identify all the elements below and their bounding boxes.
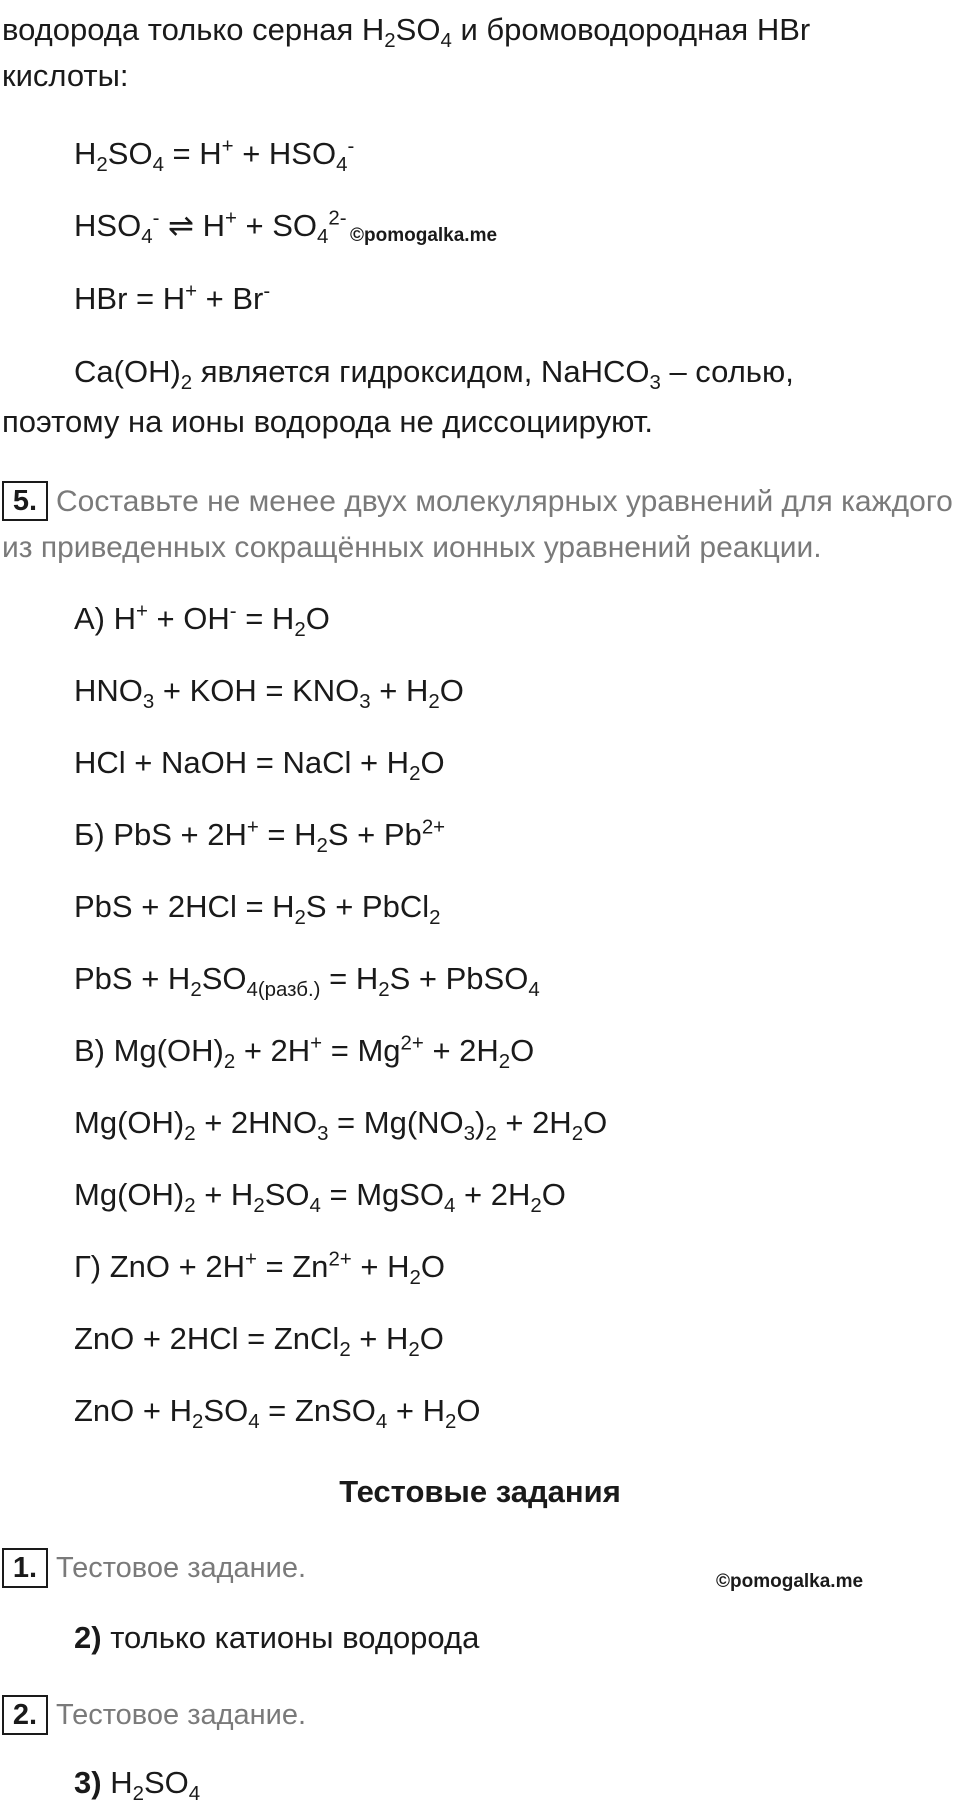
equation-hbr-dissociation: HBr = H+ + Br-: [74, 279, 271, 316]
equation-g-molecular-1: ZnO + 2HCl = ZnCl$_2$ + $H_2O$: [74, 1321, 444, 1362]
test-1-label: Тестовое задание.: [56, 1552, 307, 1584]
equation-h2so4-dissociation: $H_2SO_4 = H^+ + HSO_4^-$: [74, 134, 355, 177]
note-line-1: $Ca(OH)_2$ является гидроксидом, NaHCO$_3$ – солью,: [74, 354, 794, 395]
test-1-answer: 2) только катионы водорода: [74, 1620, 480, 1655]
note-line-2: поэтому на ионы водорода не диссоциируют.: [2, 404, 654, 439]
equation-g-molecular-2: ZnO + $H_2SO_4$ = ZnSO$_4$ + $H_2O$: [74, 1393, 481, 1434]
equation-b-molecular-2: PbS + $H_2SO_{4(разб.)} = H_2S$ + PbSO$_4$: [74, 961, 540, 1002]
equation-a-ionic: А) $H^+ + OH^- = H_2O$: [74, 599, 330, 642]
tests-heading: Тестовые задания: [339, 1474, 621, 1509]
equation-b-ionic: Б) PbS + $2H^+ = H_2S + Pb^{2+}$: [74, 815, 446, 858]
test-2-label: Тестовое задание.: [56, 1699, 307, 1731]
equation-b-molecular-1: PbS + $2HCl = H_2S$ + PbCl$_2$: [74, 889, 441, 930]
task-5-text-line-2: из приведенных сокращённых ионных уравнений реакции.: [2, 531, 822, 564]
test-2-answer: 3) $H_2SO_4$: [74, 1765, 201, 1805]
test-1-number: 1.: [2, 1548, 48, 1588]
equation-v-ionic: В) $Mg(OH)_2 + 2H^+ = Mg^{2+} + 2H_2O$: [74, 1031, 535, 1074]
intro-line-2: кислоты:: [2, 58, 129, 93]
equation-a-molecular-2: HCl + NaOH = NaCl + $H_2O$: [74, 745, 445, 786]
watermark-1: ©pomogalka.me: [350, 225, 498, 246]
task-5-text-line-1: Составьте не менее двух молекулярных уравнений для каждого: [56, 485, 953, 518]
watermark-2: ©pomogalka.me: [716, 1571, 864, 1592]
equation-hso4-dissociation: $HSO_4^-$ ⇌ $H^+ + SO_4^{2-}$: [74, 206, 347, 249]
task-5-number: 5.: [2, 481, 48, 521]
test-2-number: 2.: [2, 1695, 48, 1735]
equation-v-molecular-1: $Mg(OH)_2 + 2HNO_3 = Mg(NO_3)_2 + 2H_2O$: [74, 1105, 608, 1146]
intro-line-1: водорода только серная $H_2SO_4$ и бромоводородная HBr: [2, 12, 811, 53]
equation-a-molecular-1: $HNO_3$ + KOH = $KNO_3 + H_2O$: [74, 673, 464, 714]
equation-v-molecular-2: $Mg(OH)_2 + H_2SO_4$ = MgSO$_4$ + $2H_2O$: [74, 1177, 566, 1218]
equation-g-ionic: Г) ZnO + $2H^+ = Zn^{2+} + H_2O$: [74, 1247, 445, 1290]
